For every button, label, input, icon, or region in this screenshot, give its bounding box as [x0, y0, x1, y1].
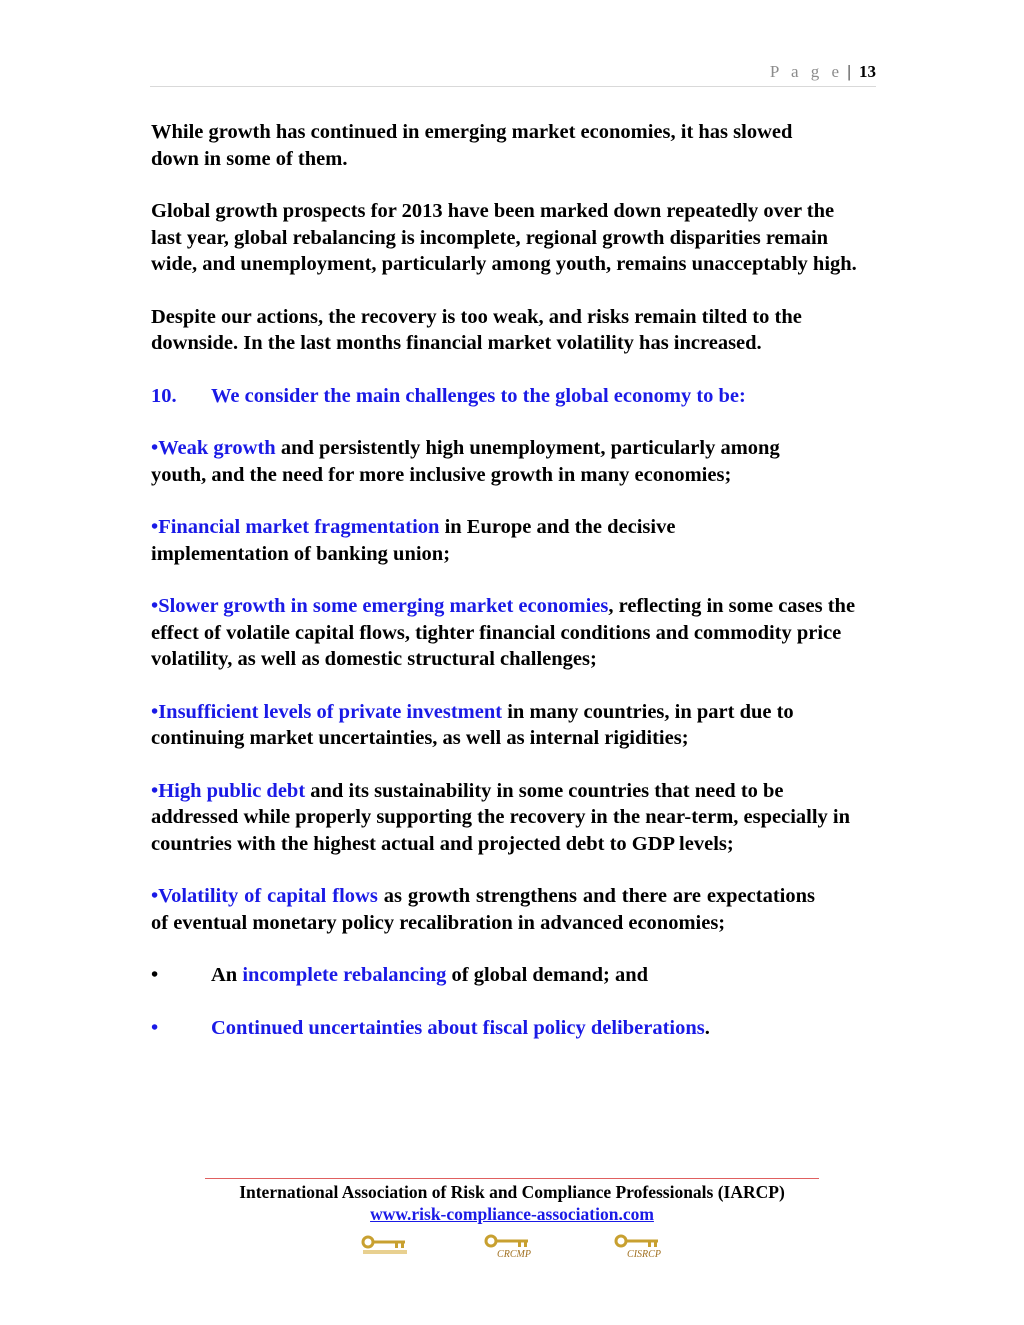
bullet-slower-growth — [151, 593, 863, 673]
logo-caption: CRCMP — [497, 1249, 531, 1260]
footer-url — [0, 1204, 1024, 1225]
page-separator: | — [847, 62, 851, 81]
bullet-public-debt — [151, 778, 871, 858]
bullet-highlight: Weak growth — [158, 437, 276, 459]
bullet-highlight: Continued uncertainties about fiscal policy deliberations — [211, 1016, 705, 1039]
bullet-text: . — [704, 1016, 710, 1039]
bullet-marker: • — [151, 779, 159, 802]
bullet-text: in many countries, in part due to continuing market uncertainties, as well as internal rigidities; — [151, 700, 794, 749]
bullet-highlight: High public debt — [158, 779, 306, 802]
bullet-highlight: Insufficient levels of private investment — [158, 700, 503, 723]
bullet-fragmentation — [151, 514, 751, 567]
footer-website-link[interactable]: www.risk-compliance-association.com — [370, 1204, 654, 1224]
paragraph-prospects: Global growth prospects for 2013 have been marked down repeatedly over the last year, global rebalancing is incomplete, regional growth disparities remain wide, and unemployment, particularly among youth, remains unacceptably high. — [151, 200, 857, 275]
page-label: P a g e — [769, 62, 844, 81]
footer-logo-member — [361, 1233, 421, 1263]
bullet-marker: • — [151, 700, 159, 723]
page-number — [770, 62, 876, 82]
bullet-investment — [151, 699, 851, 752]
page-header — [150, 58, 876, 87]
paragraph-recovery: Despite our actions, the recovery is too weak, and risks remain tilted to the downside. In the last months financial market volatility has increased. — [151, 305, 802, 354]
footer-organization: International Association of Risk and Compliance Professionals (IARCP) — [239, 1182, 785, 1202]
bullet-capital-flows — [151, 883, 815, 936]
footer-logo-crcmp — [484, 1233, 544, 1263]
bullet-text: and its sustainability in some countries that need to be addressed while properly supporting the recovery in the near-term, especially in countries with the highest actual and projected debt to GDP levels; — [151, 779, 851, 855]
numbered-item-10 — [151, 383, 871, 410]
document-body — [151, 119, 871, 1067]
paragraph-growth: While growth has continued in emerging market economies, it has slowed down in some of them. — [151, 121, 793, 170]
bullet-marker: • — [151, 885, 159, 907]
bullet-highlight: incomplete rebalancing — [242, 964, 447, 986]
bullet-text: as growth strengthens and there are expectations of eventual monetary policy recalibration in advanced economies; — [151, 885, 815, 934]
key-logo-icon — [361, 1233, 409, 1255]
bullet-text: , reflecting in some cases the effect of volatile capital flows, tighter financial conditions and commodity price volatility, as well as domestic structural challenges; — [151, 595, 856, 670]
bullet-marker: • — [151, 964, 159, 986]
bullet-marker: • — [151, 516, 159, 538]
bullet-text: in Europe and the decisive implementation of banking union; — [151, 516, 676, 565]
bullet-marker: • — [151, 437, 159, 459]
bullet-text: and persistently high unemployment, particularly among youth, and the need for more inclusive growth in many economies; — [151, 437, 780, 486]
item-text: We consider the main challenges to the global economy to be: — [211, 384, 746, 407]
footer-logo-cisrcp — [614, 1233, 674, 1263]
footer-divider — [205, 1178, 819, 1179]
bullet-highlight: Financial market fragmentation — [158, 516, 440, 538]
item-number: 10. — [151, 384, 177, 407]
bullet-highlight: Slower growth in some emerging market economies — [158, 595, 609, 617]
bullet-marker: • — [151, 595, 159, 617]
bullet-marker: • — [151, 1016, 159, 1039]
tab-bullet-rebalancing — [151, 962, 871, 989]
bullet-text: of global demand; and — [446, 964, 649, 986]
bullet-highlight: Volatility of capital flows — [158, 885, 378, 907]
page-number-value: 13 — [859, 62, 876, 81]
bullet-lead: An — [211, 964, 243, 986]
tab-bullet-fiscal — [151, 1015, 871, 1042]
bullet-weak-growth — [151, 435, 781, 488]
logo-caption: CISRCP — [627, 1249, 661, 1260]
